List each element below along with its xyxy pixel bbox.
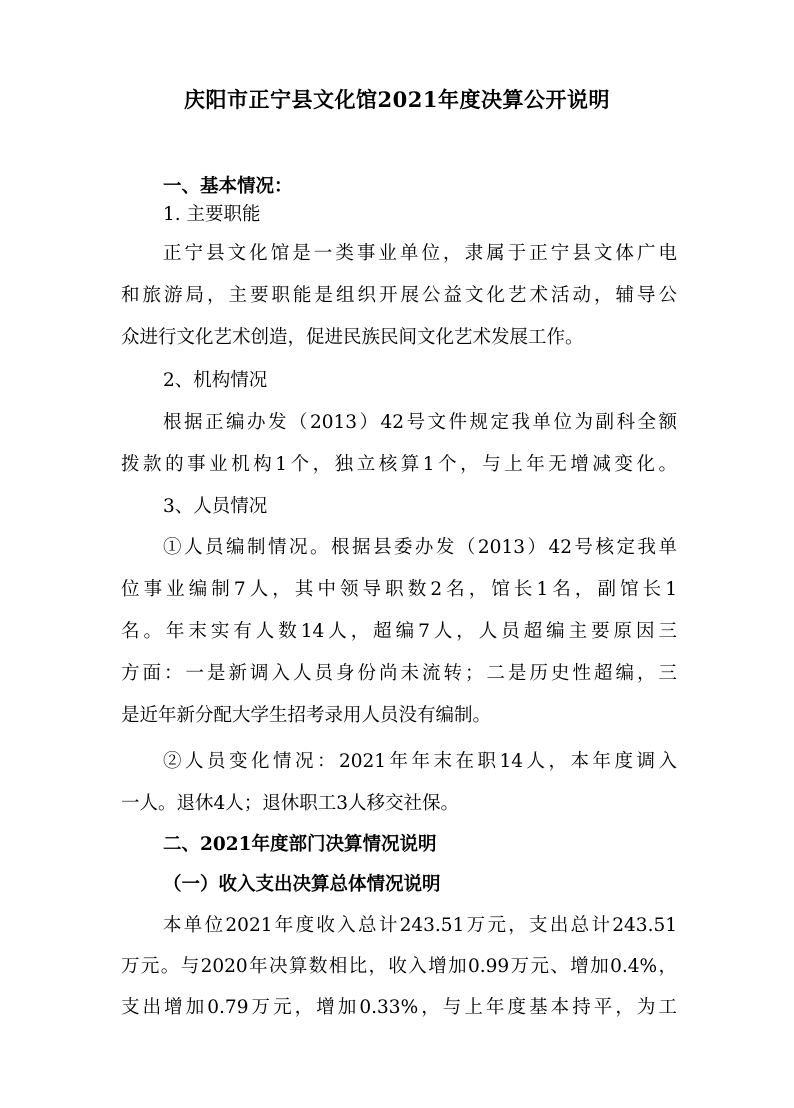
paragraph-line: 众进行文化艺术创造，促进民族民间文化艺术发展工作。 <box>121 327 584 348</box>
paragraph-line: ①人员编制情况。根据县委办发（2013）42号核定我单 <box>163 537 677 558</box>
paragraph-line: 正宁县文化馆是一类事业单位，隶属于正宁县文体广电 <box>163 243 677 264</box>
paragraph-line: 支出增加0.79万元，增加0.33%，与上年度基本持平，为工 <box>121 997 677 1018</box>
subheading-personnel: 3、人员情况 <box>163 496 268 517</box>
subheading-organization: 2、机构情况 <box>163 370 268 391</box>
paragraph-line: ②人员变化情况：2021年年末在职14人，本年度调入 <box>163 751 677 772</box>
paragraph-line: 万元。与2020年决算数相比，收入增加0.99万元、增加0.4%， <box>121 956 677 977</box>
subheading-income-expenditure: （一）收入支出决算总体情况说明 <box>163 874 441 895</box>
paragraph-line: 本单位2021年度收入总计243.51万元，支出总计243.51 <box>163 915 677 936</box>
paragraph-line: 根据正编办发（2013）42号文件规定我单位为副科全额 <box>163 412 677 433</box>
section-heading-final-accounts: 二、2021年度部门决算情况说明 <box>163 834 437 855</box>
subheading-main-functions: 1. 主要职能 <box>163 204 261 225</box>
paragraph-line: 是近年新分配大学生招考录用人员没有编制。 <box>121 705 492 726</box>
paragraph-line: 方面：一是新调入人员身份尚未流转；二是历史性超编，三 <box>121 663 677 684</box>
section-heading-basic-info: 一、基本情况： <box>163 176 293 197</box>
document-title: 庆阳市正宁县文化馆2021年度决算公开说明 <box>184 87 610 112</box>
paragraph-line: 名。年末实有人数14人，超编7人，人员超编主要原因三 <box>121 621 677 642</box>
paragraph-line: 位事业编制7人，其中领导职数2名，馆长1名，副馆长1 <box>121 579 677 600</box>
paragraph-line: 一人。退休4人；退休职工3人移交社保。 <box>121 793 460 814</box>
paragraph-line: 拨款的事业机构1个，独立核算1个，与上年无增减变化。 <box>121 454 677 475</box>
paragraph-line: 和旅游局，主要职能是组织开展公益文化艺术活动，辅导公 <box>121 285 677 306</box>
